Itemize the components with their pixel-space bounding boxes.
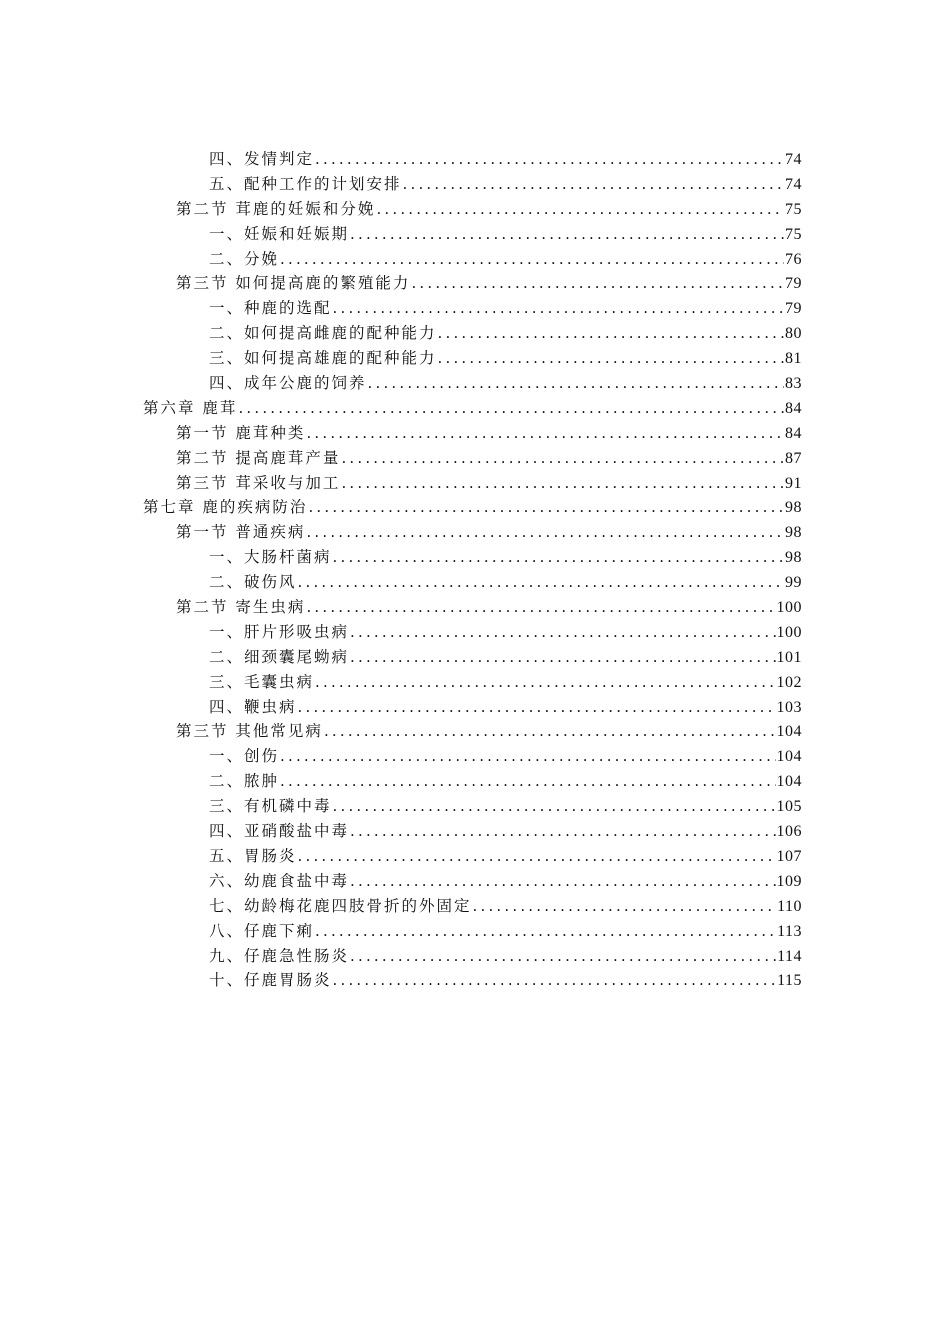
toc-entry[interactable]	[209, 869, 802, 895]
toc-page-number: 105	[776, 798, 802, 816]
toc-row[interactable]	[0, 944, 950, 969]
toc-entry-title: 三、如何提高雄鹿的配种能力	[209, 349, 437, 368]
toc-entry[interactable]	[209, 894, 802, 920]
toc-row[interactable]	[0, 495, 950, 520]
toc-row[interactable]	[0, 670, 950, 695]
toc-entry[interactable]	[209, 968, 802, 994]
dot-leader	[350, 819, 775, 844]
toc-entry-title: 一、妊娠和妊娠期	[209, 224, 350, 243]
toc-page-number: 80	[785, 325, 802, 343]
toc-page-number: 113	[777, 922, 802, 940]
toc-page-number: 79	[785, 275, 802, 293]
toc-entry[interactable]	[176, 197, 802, 223]
toc-page-number: 100	[776, 623, 802, 641]
toc-row[interactable]	[0, 744, 950, 769]
toc-page-number: 91	[785, 474, 802, 492]
toc-page-number: 100	[776, 599, 802, 617]
toc-row[interactable]	[0, 321, 950, 346]
dot-leader	[280, 744, 775, 769]
toc-entry[interactable]	[209, 346, 802, 372]
toc-row[interactable]	[0, 520, 950, 545]
toc-row[interactable]	[0, 819, 950, 844]
toc-row[interactable]	[0, 645, 950, 670]
toc-row[interactable]	[0, 421, 950, 446]
toc-entry-title: 二、细颈囊尾蚴病	[209, 647, 350, 666]
toc-entry[interactable]	[176, 446, 802, 472]
dot-leader	[333, 968, 777, 993]
toc-row[interactable]	[0, 695, 950, 720]
toc-entry-title: 一、种鹿的选配	[209, 299, 332, 318]
toc-entry[interactable]	[143, 396, 802, 422]
toc-entry-title: 九、仔鹿急性肠炎	[209, 946, 350, 965]
dot-leader	[306, 421, 784, 446]
toc-row[interactable]	[0, 968, 950, 993]
toc-page-number: 115	[777, 972, 802, 990]
dot-leader	[308, 495, 784, 520]
toc-entry[interactable]	[209, 296, 802, 322]
toc-page-number: 104	[776, 773, 802, 791]
dot-leader	[473, 894, 777, 919]
toc-row[interactable]	[0, 197, 950, 222]
toc-page-number: 87	[785, 449, 802, 467]
toc-row[interactable]	[0, 346, 950, 371]
toc-page-number: 74	[785, 175, 802, 193]
toc-row[interactable]	[0, 222, 950, 247]
toc-entry[interactable]	[209, 794, 802, 820]
toc-row[interactable]	[0, 446, 950, 471]
dot-leader	[333, 545, 784, 570]
dot-leader	[333, 296, 784, 321]
toc-entry[interactable]	[209, 222, 802, 248]
toc-entry-title: 八、仔鹿下痢	[209, 921, 315, 940]
toc-entry-title: 一、创伤	[209, 747, 280, 766]
toc-entry-title: 第三节 其他常见病	[176, 722, 323, 741]
toc-entry-title: 四、亚硝酸盐中毒	[209, 822, 350, 841]
toc-entry-title: 四、鞭虫病	[209, 697, 297, 716]
toc-entry-title: 第三节 茸采收与加工	[176, 473, 341, 492]
toc-row[interactable]	[0, 471, 950, 496]
dot-leader	[438, 346, 784, 371]
toc-entry-title: 四、成年公鹿的饲养	[209, 374, 367, 393]
toc-page-number: 83	[785, 375, 802, 393]
toc-entry-title: 五、配种工作的计划安排	[209, 174, 402, 193]
dot-leader	[280, 769, 775, 794]
toc-page-number: 79	[785, 300, 802, 318]
toc-entry[interactable]	[209, 321, 802, 347]
toc-entry-title: 一、大肠杆菌病	[209, 548, 332, 567]
dot-leader	[403, 172, 784, 197]
toc-page-number: 84	[785, 424, 802, 442]
toc-entry-title: 四、发情判定	[209, 150, 315, 168]
dot-leader	[368, 371, 784, 396]
dot-leader	[306, 595, 775, 620]
toc-row[interactable]	[0, 620, 950, 645]
toc-entry-title: 十、仔鹿胃肠炎	[209, 971, 332, 990]
toc-entry-title: 六、幼鹿食盐中毒	[209, 871, 350, 890]
toc-entry-title: 第七章 鹿的疾病防治	[143, 498, 308, 517]
dot-leader	[341, 446, 784, 471]
toc-page-number: 107	[776, 847, 802, 865]
toc-entry-title: 第二节 提高鹿茸产量	[176, 448, 341, 467]
toc-entry-title: 一、肝片形吸虫病	[209, 622, 350, 641]
toc-entry[interactable]	[209, 819, 802, 845]
toc-page-number: 102	[776, 673, 802, 691]
toc-entry[interactable]	[209, 645, 802, 671]
toc-row[interactable]	[0, 844, 950, 869]
toc-page-number: 76	[785, 250, 802, 268]
toc-entry-title: 三、毛囊虫病	[209, 672, 315, 691]
toc-row[interactable]	[0, 719, 950, 744]
dot-leader	[324, 719, 776, 744]
toc-page-number: 98	[785, 524, 802, 542]
toc-row[interactable]	[0, 919, 950, 944]
toc-entry[interactable]	[143, 495, 802, 521]
toc-entry[interactable]	[209, 844, 802, 870]
toc-entry-title: 五、胃肠炎	[209, 846, 297, 865]
dot-leader	[298, 844, 776, 869]
dot-leader	[341, 471, 784, 496]
toc-entry-title: 二、脓肿	[209, 772, 280, 791]
toc-entry[interactable]	[176, 271, 802, 297]
toc-entry[interactable]	[209, 769, 802, 795]
toc-entry[interactable]	[176, 719, 802, 745]
toc-page-number: 104	[776, 748, 802, 766]
toc-entry-title: 二、分娩	[209, 249, 280, 268]
toc-entry[interactable]	[209, 919, 802, 945]
toc-row[interactable]	[0, 271, 950, 296]
toc-entry[interactable]	[209, 620, 802, 646]
toc-page-number: 74	[785, 151, 802, 168]
toc-page-number: 99	[785, 574, 802, 592]
toc-entry[interactable]	[209, 172, 802, 198]
toc-page-number: 75	[785, 200, 802, 218]
toc-entry[interactable]	[209, 944, 802, 970]
toc-entry[interactable]	[209, 570, 802, 596]
toc-page-number: 101	[776, 648, 802, 666]
dot-leader	[306, 520, 784, 545]
toc-entry-title: 第二节 寄生虫病	[176, 598, 306, 617]
toc-page-number: 98	[785, 549, 802, 567]
dot-leader	[298, 695, 776, 720]
toc-row[interactable]	[0, 247, 950, 272]
toc-entry-title: 七、幼龄梅花鹿四肢骨折的外固定	[209, 896, 472, 915]
toc-page-number: 110	[777, 897, 802, 915]
toc-row[interactable]	[0, 595, 950, 620]
dot-leader	[315, 919, 776, 944]
dot-leader	[350, 645, 775, 670]
toc-entry[interactable]	[209, 247, 802, 273]
dot-leader	[376, 197, 784, 222]
toc-entry-title: 三、有机磷中毒	[209, 797, 332, 816]
toc-row[interactable]	[0, 869, 950, 894]
toc-entry[interactable]	[209, 147, 802, 173]
toc-entry[interactable]	[176, 421, 802, 447]
toc-row[interactable]	[0, 296, 950, 321]
toc-page-number: 104	[776, 723, 802, 741]
dot-leader	[333, 794, 776, 819]
toc-row[interactable]	[0, 172, 950, 197]
toc-page-number: 81	[785, 350, 802, 368]
toc-entry[interactable]	[209, 371, 802, 397]
toc-entry-title: 二、如何提高雌鹿的配种能力	[209, 324, 437, 343]
dot-leader	[350, 222, 784, 247]
dot-leader	[350, 620, 775, 645]
toc-row[interactable]	[0, 894, 950, 919]
toc-entry-title: 二、破伤风	[209, 573, 297, 592]
dot-leader	[298, 570, 784, 595]
toc-row[interactable]	[0, 371, 950, 396]
toc-entry[interactable]	[209, 670, 802, 696]
dot-leader	[315, 670, 775, 695]
dot-leader	[315, 147, 784, 172]
toc-page-number: 98	[785, 499, 802, 517]
toc-row[interactable]	[0, 545, 950, 570]
dot-leader	[411, 271, 784, 296]
toc-entry-title: 第六章 鹿茸	[143, 398, 238, 417]
toc-entry-title: 第二节 茸鹿的妊娠和分娩	[176, 199, 376, 218]
toc-row[interactable]	[0, 794, 950, 819]
toc-page-number: 103	[776, 698, 802, 716]
toc-entry[interactable]	[176, 471, 802, 497]
dot-leader	[350, 869, 775, 894]
toc-entry[interactable]	[176, 595, 802, 621]
toc-row[interactable]	[0, 769, 950, 794]
dot-leader	[350, 944, 776, 969]
toc-entry[interactable]	[209, 545, 802, 571]
toc-row[interactable]	[0, 396, 950, 421]
dot-leader	[238, 396, 784, 421]
toc-entry-title: 第一节 鹿茸种类	[176, 423, 306, 442]
toc-entry[interactable]	[176, 520, 802, 546]
table-of-contents	[0, 147, 950, 993]
toc-row[interactable]	[0, 570, 950, 595]
toc-entry[interactable]	[209, 744, 802, 770]
toc-row[interactable]	[0, 147, 950, 172]
dot-leader	[280, 247, 784, 272]
toc-page-number: 106	[776, 823, 802, 841]
dot-leader	[438, 321, 784, 346]
toc-page-number: 84	[785, 399, 802, 417]
toc-page-number: 109	[776, 872, 802, 890]
toc-entry[interactable]	[209, 695, 802, 721]
toc-page-number: 75	[785, 225, 802, 243]
toc-entry-title: 第一节 普通疾病	[176, 523, 306, 542]
toc-page-number: 114	[777, 947, 802, 965]
toc-entry-title: 第三节 如何提高鹿的繁殖能力	[176, 274, 411, 293]
